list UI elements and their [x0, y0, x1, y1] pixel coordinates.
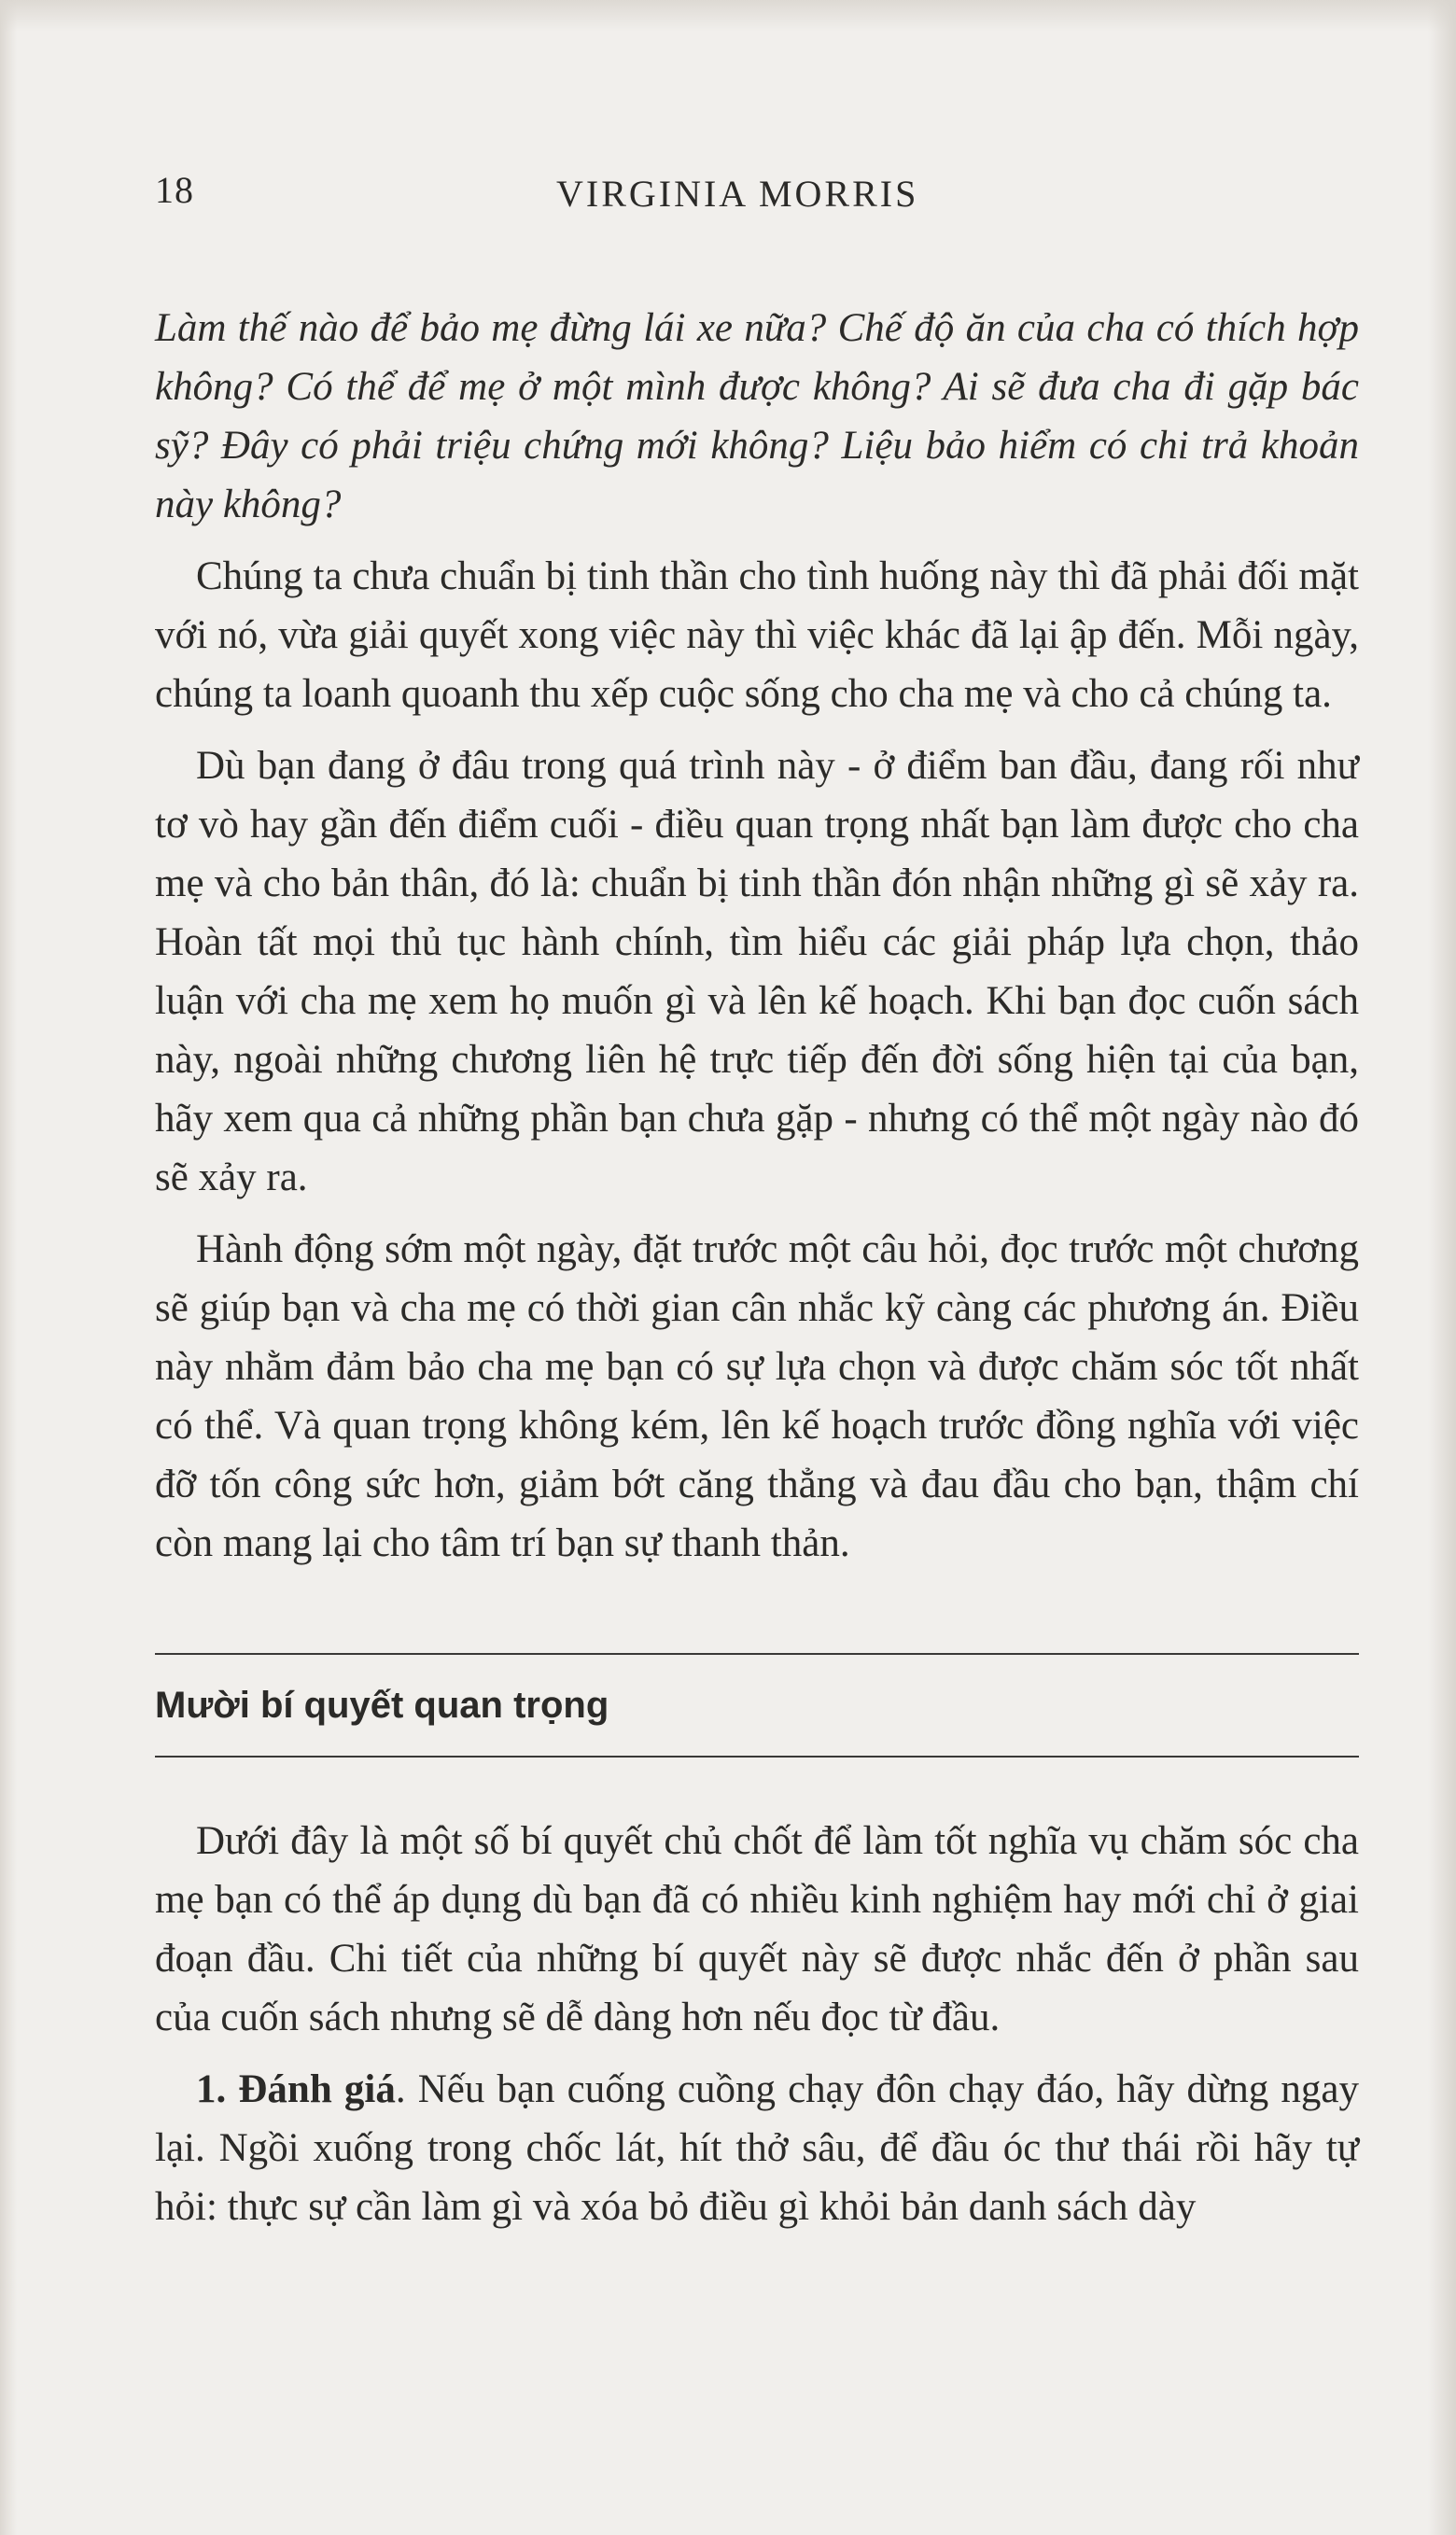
- page-header: [155, 168, 1359, 224]
- running-head: VIRGINIA MORRIS: [556, 173, 919, 215]
- box-top-rule: [155, 1653, 1359, 1655]
- paragraph-1: Chúng ta chưa chuẩn bị tinh thần cho tình huống này thì đã phải đối mặt với nó, vừa giải quyết xong việc này thì việc khác đã lại ập đến. Mỗi ngày, chúng ta loanh quoanh thu xếp cuộc sống cho cha mẹ và cho cả chúng ta.: [155, 554, 1359, 716]
- tip-1-label: 1. Đánh giá: [196, 2067, 396, 2111]
- page-shadow-right: [1428, 0, 1456, 2535]
- page-number: 18: [155, 169, 194, 211]
- tip-1: [155, 2060, 1359, 2236]
- paragraph-3: Hành động sớm một ngày, đặt trước một câu hỏi, đọc trước một chương sẽ giúp bạn và cha mẹ có thời gian cân nhắc kỹ càng các phương án. Điều này nhằm đảm bảo cha mẹ bạn có sự lựa chọn và được chăm sóc tốt nhất có thể. Và quan trọng không kém, lên kế hoạch trước đồng nghĩa với việc đỡ tốn công sức hơn, giảm bớt căng thẳng và đau đầu cho bạn, thậm chí còn mang lại cho tâm trí bạn sự thanh thản.: [155, 1227, 1359, 1565]
- paragraph-2: Dù bạn đang ở đâu trong quá trình này - ở điểm ban đầu, đang rối như tơ vò hay gần đến điểm cuối - điều quan trọng nhất bạn làm được cho cha mẹ và cho bản thân, đó là: chuẩn bị tinh thần đón nhận những gì sẽ xảy ra. Hoàn tất mọi thủ tục hành chính, tìm hiểu các giải pháp lựa chọn, thảo luận với cha mẹ xem họ muốn gì và lên kế hoạch. Khi bạn đọc cuốn sách này, ngoài những chương liên hệ trực tiếp đến đời sống hiện tại của bạn, hãy xem qua cả những phần bạn chưa gặp - nhưng có thể một ngày nào đó sẽ xảy ra.: [155, 744, 1359, 1199]
- page-shadow-left: [0, 0, 17, 2535]
- tip-1-text: . Nếu bạn cuống cuồng chạy đôn chạy đáo, hãy dừng ngay lại. Ngồi xuống trong chốc lát, hít thở sâu, để đầu óc thư thái rồi hãy tự hỏi: thực sự cần làm gì và xóa bỏ điều gì khỏi bản danh sách dày: [155, 2067, 1359, 2229]
- tips-intro: Dưới đây là một số bí quyết chủ chốt để làm tốt nghĩa vụ chăm sóc cha mẹ bạn có thể áp dụng dù bạn đã có nhiều kinh nghiệm hay mới chỉ ở giai đoạn đầu. Chi tiết của những bí quyết này sẽ được nhắc đến ở phần sau của cuốn sách nhưng sẽ dễ dàng hơn nếu đọc từ đầu.: [155, 1819, 1359, 2039]
- box-title: Mười bí quyết quan trọng: [155, 1685, 609, 1726]
- page-content: [155, 299, 1359, 2236]
- intro-questions: Làm thế nào để bảo mẹ đừng lái xe nữa? Chế độ ăn của cha có thích hợp không? Có thể để mẹ ở một mình được không? Ai sẽ đưa cha đi gặp bác sỹ? Đây có phải triệu chứng mới không? Liệu bảo hiểm có chi trả khoản này không?: [155, 306, 1359, 526]
- page-shadow-top: [0, 0, 1456, 32]
